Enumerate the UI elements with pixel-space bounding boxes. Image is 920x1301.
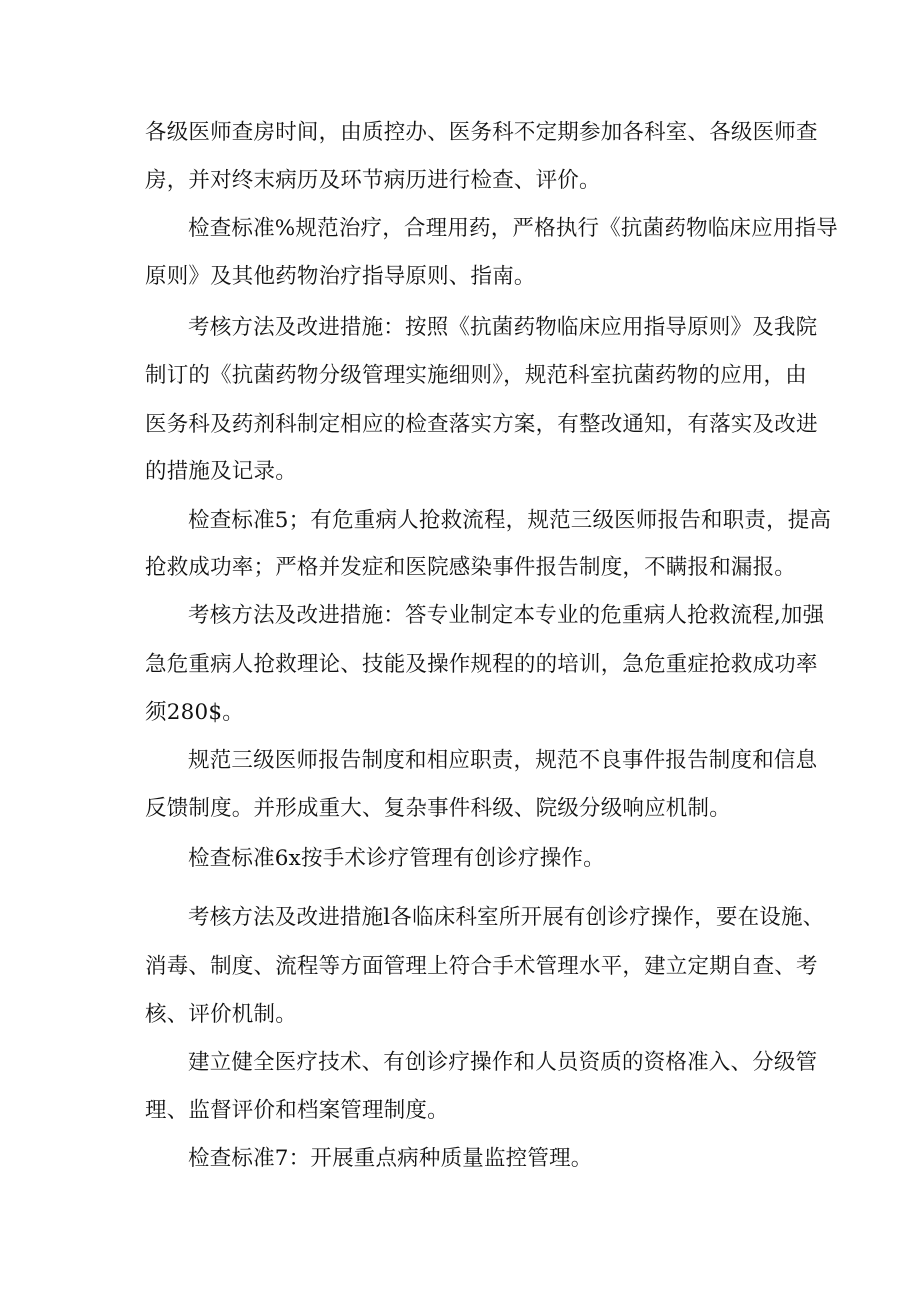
text-line: 建立健全医疗技术、有创诊疗操作和人员资质的资格准入、分级管 [188,1050,818,1075]
text-line: 理、监督评价和档案管理制度。 [145,1098,449,1123]
text-line: 房，并对终末病历及环节病历进行检查、评价。 [145,168,601,193]
text-line: 须280$。 [145,700,244,725]
text-line: 考核方法及改进措施l各临床科室所开展有创诊疗操作，要在设施、 [188,905,825,930]
text-line: 考核方法及改进措施：答专业制定本专业的危重病人抢救流程,加强 [188,603,825,628]
text-line: 医务科及药剂科制定相应的检查落实方案，有整改通知，有落实及改进 [145,412,818,437]
text-line: 消毒、制度、流程等方面管理上符合手术管理水平，建立定期自查、考 [145,954,818,979]
text-line: 考核方法及改进措施：按照《抗菌药物临床应用指导原则》及我院 [188,315,818,340]
text-line: 检查标准7：开展重点病种质量监控管理。 [188,1146,593,1171]
text-line: 制订的《抗菌药物分级管理实施细则》，规范科室抗菌药物的应用，由 [145,363,807,388]
text-line: 急危重病人抢救理论、技能及操作规程的的培训，急危重症抢救成功率 [145,652,818,677]
text-line: 抢救成功率；严格并发症和医院感染事件报告制度，不瞒报和漏报。 [145,555,797,580]
text-line: 的措施及记录。 [145,459,297,484]
text-line: 规范三级医师报告制度和相应职责，规范不良事件报告制度和信息 [188,748,818,773]
text-line: 检查标准6x按手术诊疗管理有创诊疗操作。 [188,846,605,871]
text-line: 检查标准5；有危重病人抢救流程，规范三级医师报告和职责，提高 [188,508,832,533]
text-line: 原则》及其他药物治疗指导原则、指南。 [145,264,536,289]
text-line: 各级医师查房时间，由质控办、医务科不定期参加各科室、各级医师查 [145,120,818,145]
text-line: 反馈制度。并形成重大、复杂事件科级、院级分级响应机制。 [145,796,731,821]
text-line: 核、评价机制。 [145,1002,297,1027]
text-line: 检查标准%规范治疗，合理用药，严格执行《抗菌药物临床应用指导 [188,216,838,241]
